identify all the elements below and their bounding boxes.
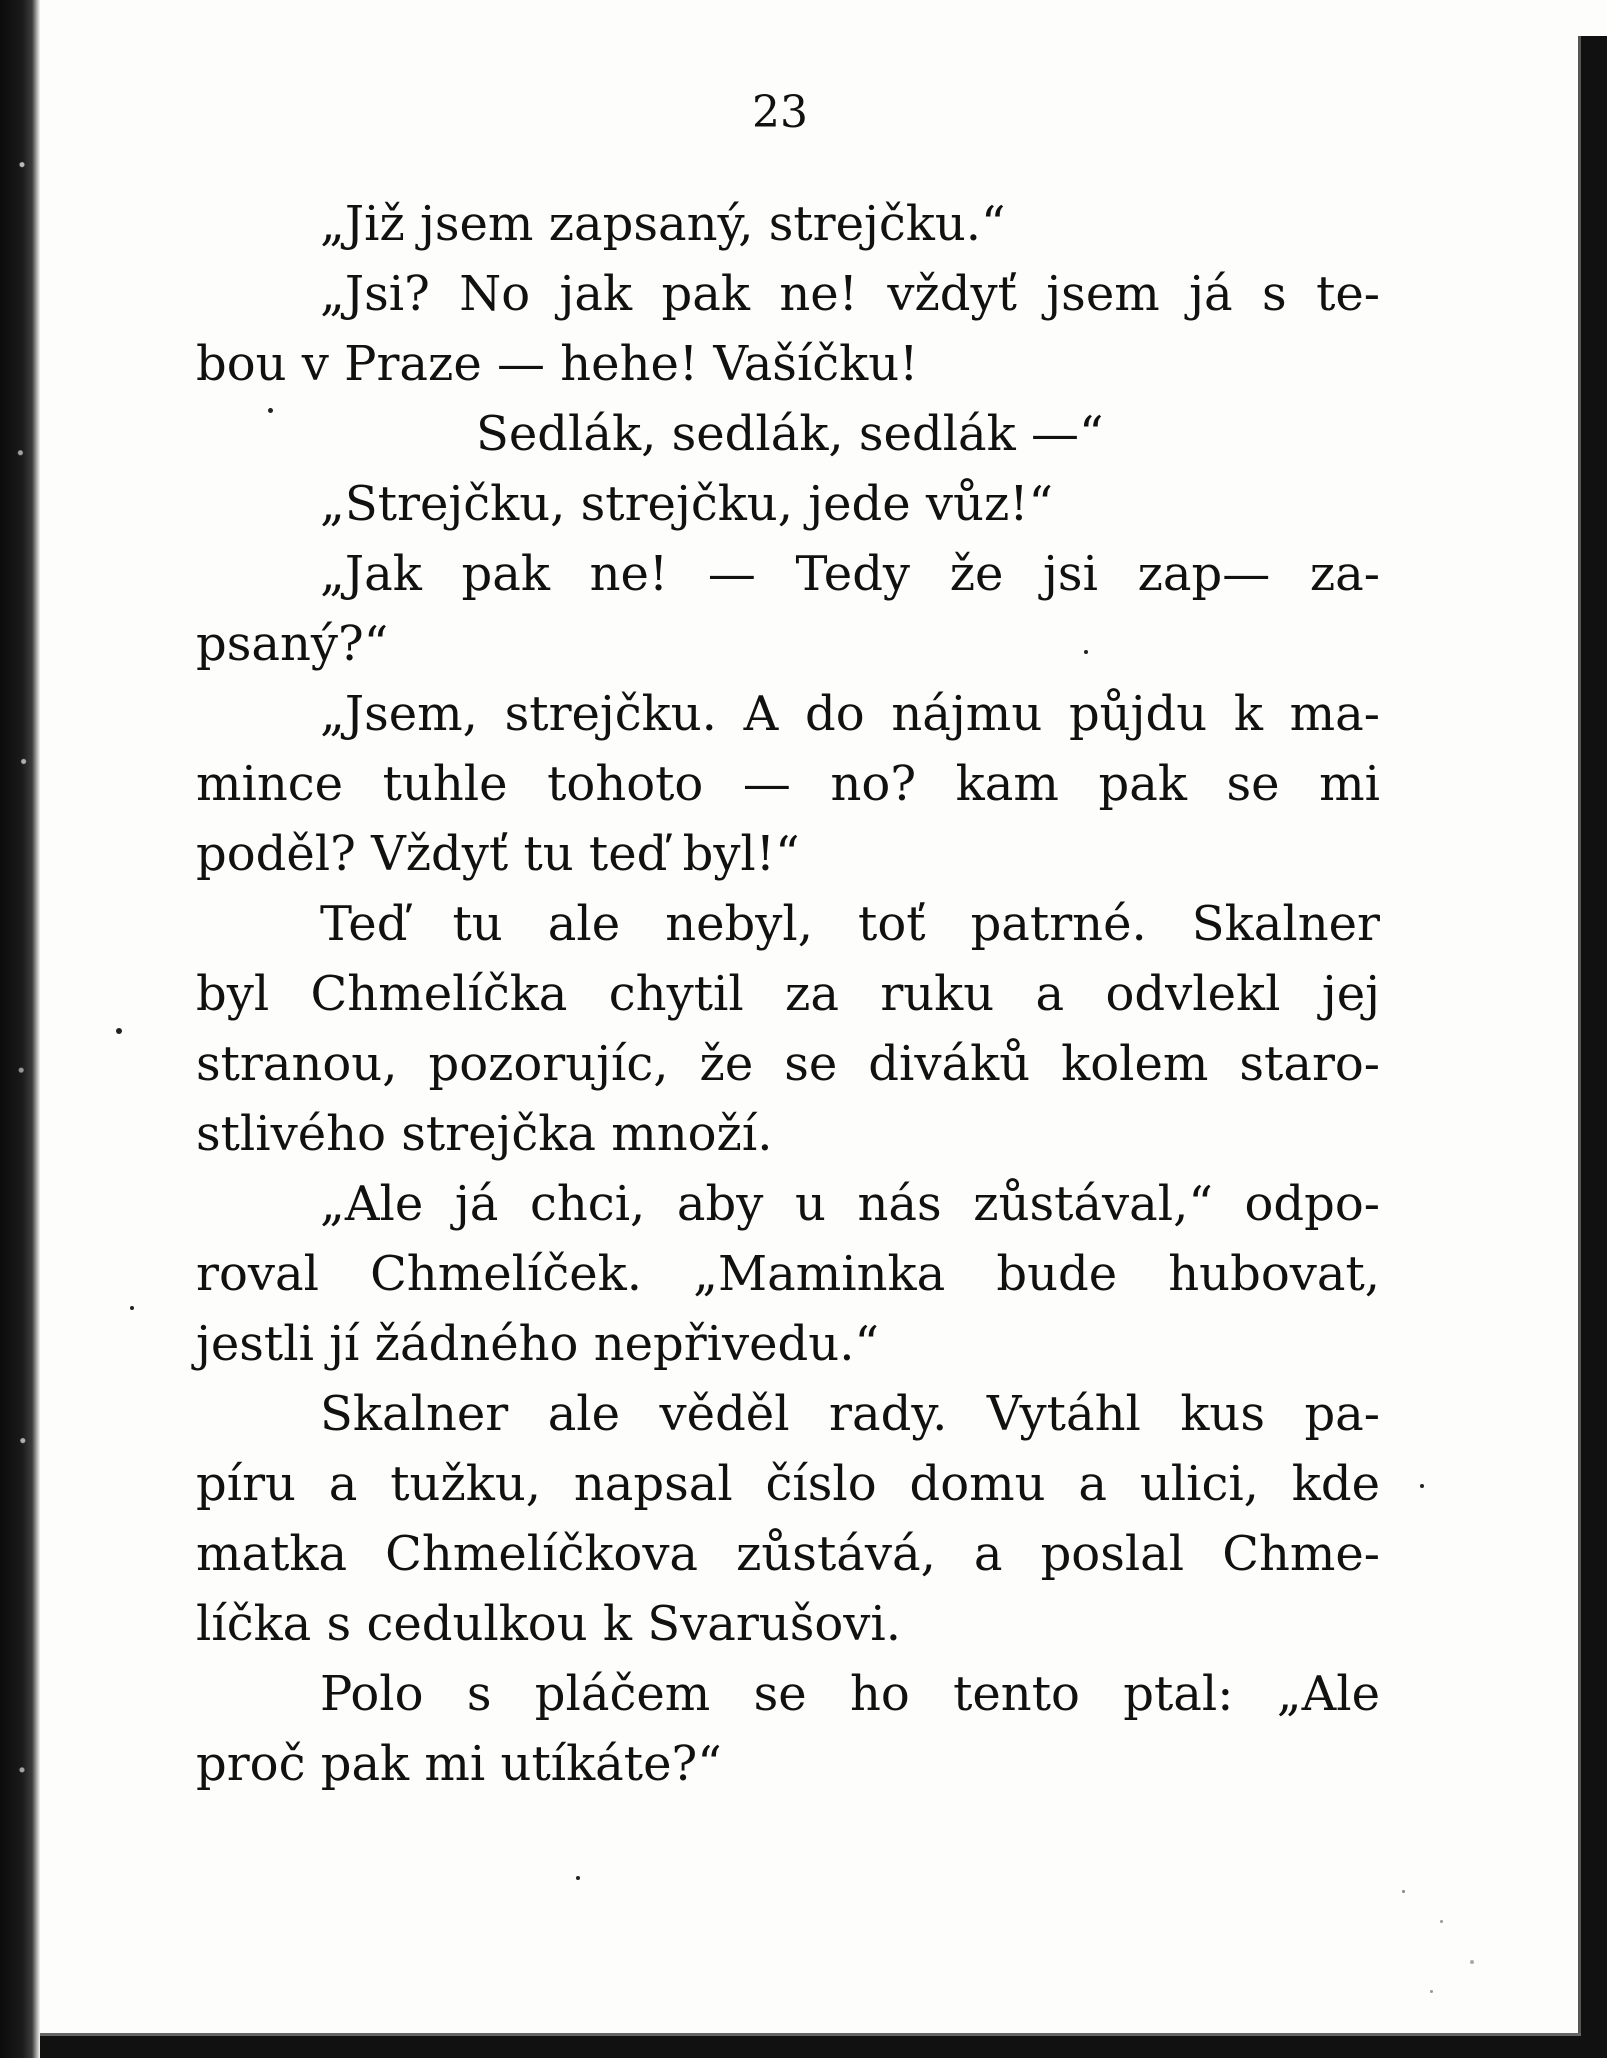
text-line: píru a tužku, napsal číslo domu a ulici, kde — [196, 1456, 1380, 1512]
text-line: psaný?“ — [196, 616, 389, 672]
scan-speck — [268, 408, 273, 413]
text-line: Sedlák, sedlák, sedlák —“ — [476, 406, 1104, 462]
text-line: Skalner ale věděl rady. Vytáhl kus pa- — [320, 1386, 1380, 1442]
right-scan-edge — [1581, 36, 1607, 2058]
text-line: bou v Praze — hehe! Vašíčku! — [196, 336, 919, 392]
text-line: „Ale já chci, aby u nás zůstával,“ odpo- — [320, 1176, 1380, 1232]
scan-speck — [1440, 1920, 1443, 1923]
text-line: jestli jí žádného nepřivedu.“ — [196, 1316, 879, 1372]
scan-speck — [116, 1028, 122, 1034]
scan-speck — [1420, 1484, 1424, 1488]
text-line: Polo s pláčem se ho tento ptal: „Ale — [320, 1666, 1380, 1722]
scan-speck — [1470, 1960, 1474, 1964]
text-line: roval Chmelíček. „Maminka bude hubovat, — [196, 1246, 1380, 1302]
text-line: stlivého strejčka množí. — [196, 1106, 773, 1162]
text-line: „Již jsem zapsaný, strejčku.“ — [320, 196, 1006, 252]
left-edge-marks — [14, 0, 30, 2058]
text-line: Teď tu ale nebyl, toť patrné. Skalner — [320, 896, 1380, 952]
text-line: stranou, pozorujíc, že se diváků kolem staro- — [196, 1036, 1380, 1092]
scan-speck — [1084, 650, 1088, 654]
text-line: „Jak pak ne! — Tedy že jsi zap— za- — [320, 546, 1380, 602]
bottom-scan-edge — [40, 2036, 1607, 2058]
text-line: mince tuhle tohoto — no? kam pak se mi — [196, 756, 1380, 812]
text-line: „Jsi? No jak pak ne! vždyť jsem já s te- — [320, 266, 1380, 322]
right-scan-edge-line — [1578, 36, 1581, 2058]
text-line: „Strejčku, strejčku, jede vůz!“ — [320, 476, 1054, 532]
page-number: 23 — [752, 87, 808, 138]
text-line: poděl? Vždyť tu teď byl!“ — [196, 826, 800, 882]
scan-speck — [130, 1306, 134, 1310]
text-line: proč pak mi utíkáte?“ — [196, 1736, 722, 1792]
text-line: líčka s cedulkou k Svarušovi. — [196, 1596, 901, 1652]
text-line: byl Chmelíčka chytil za ruku a odvlekl jej — [196, 966, 1380, 1022]
text-line: „Jsem, strejčku. A do nájmu půjdu k ma- — [320, 686, 1380, 742]
scan-speck — [1402, 1890, 1405, 1893]
scan-speck — [1430, 1990, 1433, 1993]
text-line: matka Chmelíčkova zůstává, a poslal Chme- — [196, 1526, 1380, 1582]
scan-speck — [576, 1876, 580, 1880]
bottom-scan-edge-line — [40, 2033, 1581, 2036]
